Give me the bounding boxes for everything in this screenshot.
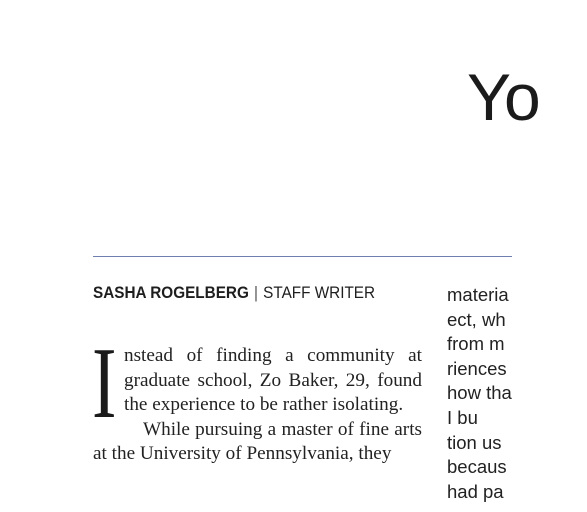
paragraph-1-text: nstead of finding a community at graduate school, Zo Baker, 29, found the experience to be rather isolating. xyxy=(124,345,422,416)
article-column-1 xyxy=(92,327,422,467)
column-2-line: becaus xyxy=(447,456,507,478)
paragraph-2: While pursuing a master of fine arts at the University of Pennsylvania, they xyxy=(93,418,422,465)
column-2-line: materia xyxy=(447,284,509,305)
drop-cap: I xyxy=(92,327,117,440)
column-2-line: I bu xyxy=(447,406,478,428)
byline xyxy=(93,283,375,303)
article-column-2 xyxy=(447,283,587,504)
byline-role: STAFF WRITER xyxy=(263,283,376,302)
divider-rule xyxy=(93,256,512,257)
headline: Yo xyxy=(467,60,540,134)
column-2-line: had pa xyxy=(447,480,504,502)
paragraph-1 xyxy=(92,327,422,440)
column-2-line: ect, wh xyxy=(447,308,506,330)
byline-author: SASHA ROGELBERG xyxy=(93,283,249,302)
column-2-line: how tha xyxy=(447,382,512,404)
column-2-line: riences xyxy=(447,357,507,379)
column-2-line: tion us xyxy=(447,431,502,453)
byline-separator: | xyxy=(254,283,258,302)
column-2-line: from m xyxy=(447,333,505,355)
